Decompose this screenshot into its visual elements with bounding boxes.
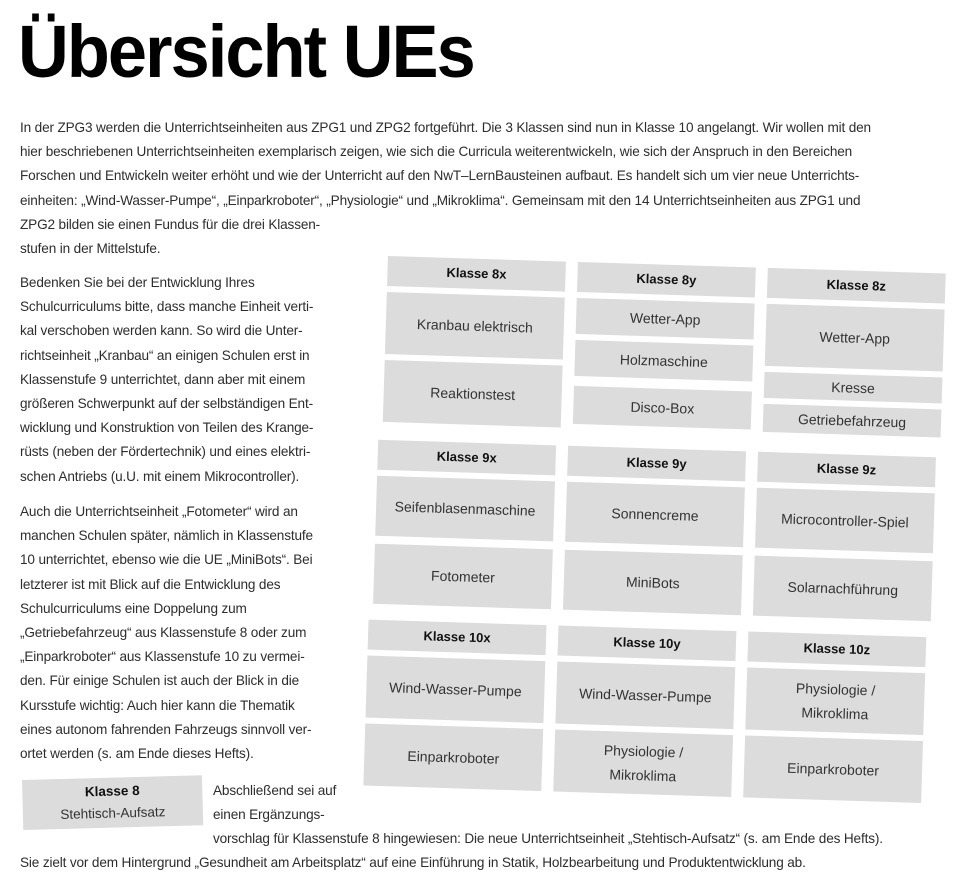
paragraph-fotometer [20,500,360,766]
text-line: „Einparkroboter“ aus Klassenstufe 10 zu vermei- [20,649,305,665]
column-8y [578,262,756,417]
text-line: Forschen und Entwickeln weiter erhöht und wie der Unterricht auf den NwT–LernBausteinen aufbaut. Es handelt sich um vier neue Unterrichts- [20,168,860,184]
grade-overview-grid [371,256,958,814]
extra-unit-box [22,775,203,830]
text-line: den. Für einige Schulen ist auch der Blick in die [20,673,300,689]
unit-box: Sonnencreme [565,482,745,548]
unit-box: Einparkroboter [743,735,923,803]
text-line: Kursstufe wichtig: Auch hier kann die Thematik [20,697,295,713]
unit-box: Physiologie / Mikroklima [745,667,925,735]
text-line: schen Antriebs (u.U. mit einem Mikrocontroller). [20,468,300,484]
unit-box: Einparkroboter [363,724,543,792]
extra-unit-header: Klasse 8 [84,782,140,800]
text-line: einheiten: „Wind-Wasser-Pumpe“, „Einparkroboter“, „Physiologie“ und „Mikroklima“. Gemeinsam mit den 14 Unterrichtseinheiten aus ZPG1 und [20,192,861,208]
text-line: Klassenstufe 9 unterrichtet, dann aber mit einem [20,371,306,387]
unit-box: Disco-Box [573,386,752,430]
class-header: Klasse 9x [377,440,556,476]
text-line: Schulcurriculums eine Doppelung zum [20,600,247,616]
class-header: Klasse 10z [747,632,926,668]
text-line: ortet werden (s. am Ende dieses Hefts). [20,746,254,762]
column-8z [768,268,946,431]
text-line: rüsts (neben der Fördertechnik) und eines elektri- [20,444,311,460]
class-header: Klasse 9y [567,446,746,482]
column-10x [369,620,547,767]
closing-line: Sie zielt vor dem Hintergrund „Gesundheit am Arbeitsplatz“ auf eine Einführung in Statik, Holzbearbeitung und Produktentwicklung ab. [20,855,806,870]
text-line: kal verschoben werden kann. So wird die Unter- [20,323,303,339]
unit-box: Kresse [764,372,943,404]
text-line: letzterer ist mit Blick auf die Entwicklung des [20,576,281,592]
unit-box: Seifenblasenmaschine [375,476,555,542]
unit-box: Reaktionstest [383,360,563,428]
class-header: Klasse 8z [767,268,946,304]
text-line: Auch die Unterrichtseinheit „Fotometer“ wird an [20,504,298,519]
unit-box: Microcontroller-Spiel [755,488,935,554]
unit-box: Solarnachführung [753,556,933,622]
unit-box: Wetter-App [576,298,755,340]
unit-box: MiniBots [563,550,743,616]
text-line: richtseinheit „Kranbau“ an einigen Schulen erst in [20,347,310,363]
unit-box: Physiologie / Mikroklima [553,729,733,797]
text-line: Abschließend sei auf [213,783,337,798]
unit-box: Getriebefahrzeug [763,404,942,438]
text-line: eines autonom fahrenden Fahrzeugs sinnvoll ver- [20,721,312,737]
text-line: Bedenken Sie bei der Entwicklung Ihres [20,275,255,290]
extra-unit-name: Stehtisch-Aufsatz [60,804,166,823]
unit-box: Fotometer [373,544,553,610]
text-line: manchen Schulen später, nämlich in Klassenstufe [20,528,313,544]
unit-box: Wind-Wasser-Pumpe [365,656,545,724]
text-line: größeren Schwerpunkt auf der selbständigen Ent- [20,396,313,412]
column-10y [558,626,736,785]
text-line: Schulcurriculums bitte, dass manche Einheit verti- [20,299,314,315]
intro-paragraph [20,116,950,261]
class-header: Klasse 8y [577,262,756,298]
text-line: „Getriebefahrzeug“ aus Klassenstufe 8 oder zum [20,625,307,641]
column-10z [748,632,926,779]
unit-box: Holzmaschine [574,340,753,382]
paragraph-kranbau [20,271,360,489]
text-line: ZPG2 bilden sie einen Fundus für die drei Klassen- [20,216,321,232]
class-header: Klasse 10y [558,626,737,662]
text-line: stufen in der Mittelstufe. [20,241,161,257]
class-header: Klasse 10x [368,620,547,656]
unit-box: Wetter-App [765,304,945,372]
column-9z [758,452,936,599]
text-line: wicklung und Konstruktion von Teilen des Krange- [20,420,314,436]
class-header: Klasse 9z [757,452,936,488]
unit-box: Kranbau elektrisch [385,292,565,360]
unit-box: Wind-Wasser-Pumpe [555,662,735,730]
class-header: Klasse 8x [387,256,566,292]
column-9y [568,446,746,592]
closing-paragraph-start [213,779,373,827]
text-line: 10 unterrichtet, ebenso wie die UE „MiniBots“. Bei [20,552,313,568]
column-9x [378,440,556,586]
closing-line: vorschlag für Klassenstufe 8 hingewiesen: Die neue Unterrichtseinheit „Stehtisch-Aufsatz“ (s. am Ende des Hefts). [213,831,883,846]
text-line: In der ZPG3 werden die Unterrichtseinheiten aus ZPG1 und ZPG2 fortgeführt. Die 3 Klassen sind nun in Klasse 10 angelangt. Wir wollen mit den [20,120,871,135]
text-line: hier beschriebenen Unterrichtseinheiten exemplarisch zeigen, wie sich die Curricula weiterentwickeln, wie sich der Anspruch in den Bereichen [20,144,853,160]
page-title: Übersicht UEs [18,10,474,93]
text-line: einen Ergänzungs- [213,807,325,823]
